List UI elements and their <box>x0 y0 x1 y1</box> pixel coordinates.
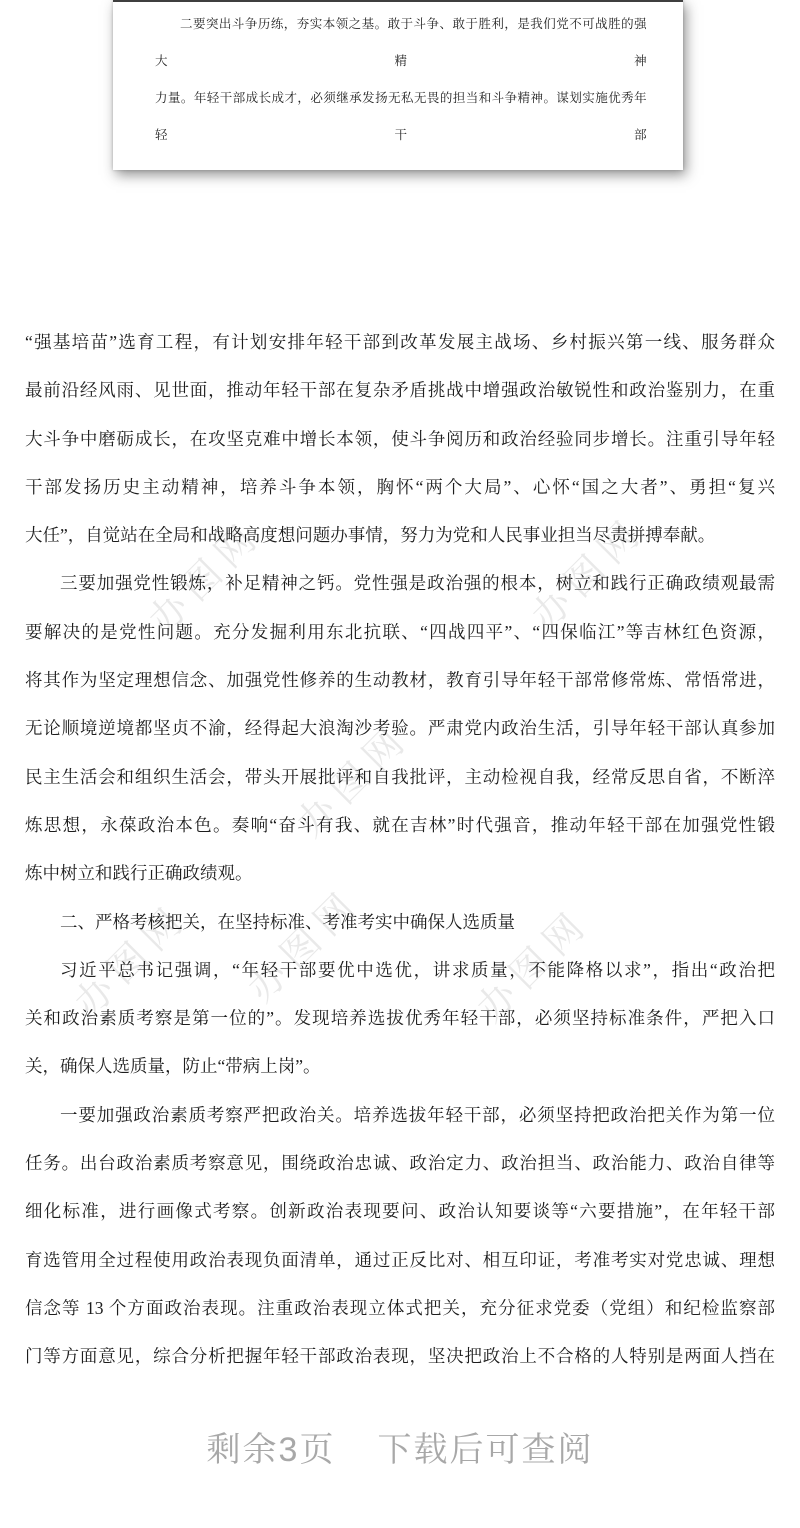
document-text-line: 干部发扬历史主动精神，培养斗争本领，胸怀“两个大局”、心怀“国之大者”、勇担“复兴 <box>25 476 775 497</box>
document-text-line: 要解决的是党性问题。充分发掘利用东北抗联、“四战四平”、“四保临江”等吉林红色资源， <box>25 621 775 642</box>
document-text-line: 三要加强党性锻炼，补足精神之钙。党性强是政治强的根本，树立和践行正确政绩观最需 <box>60 573 775 594</box>
document-text-line: 民主生活会和组织生活会，带头开展批评和自我批评，主动检视自我，经常反思自省，不断淬 <box>25 766 775 787</box>
document-text-line: 门等方面意见，综合分析把握年轻干部政治表现，坚决把政治上不合格的人特别是两面人挡在 <box>25 1346 775 1367</box>
watermark-text: 办图网 <box>140 512 271 643</box>
previous-page-line: 力量。年轻干部成长成才，必须继承发扬无私无畏的担当和斗争精神。谋划实施优秀年轻干部 <box>155 91 647 142</box>
watermark-text: 办图网 <box>523 508 654 639</box>
document-heading-line: 二、严格考核把关，在坚持标准、考准考实中确保人选质量 <box>60 911 515 932</box>
pages-remaining-label: 剩余3页 <box>206 1431 336 1469</box>
document-text-line: 信念等 13 个方面政治表现。注重政治表现立体式把关，充分征求党委（党组）和纪检监察部 <box>25 1297 775 1318</box>
document-text-line: 细化标准，进行画像式考察。创新政治表现要问、政治认知要谈等“六要措施”，在年轻干部 <box>25 1201 775 1222</box>
pages-remaining-banner <box>0 1422 800 1471</box>
watermark-text: 办图网 <box>66 895 197 1026</box>
document-text-line: 习近平总书记强调，“年轻干部要优中选优，讲求质量，不能降格以求”，指出“政治把 <box>60 959 775 980</box>
document-text-line: 育选管用全过程使用政治表现负面清单，通过正反比对、相互印证，考准考实对党忠诚、理想 <box>25 1249 775 1270</box>
document-text-line: 大任”，自觉站在全局和战略高度想问题办事情，努力为党和人民事业担当尽责拼搏奉献。 <box>25 525 716 546</box>
document-text-line: 无论顺境逆境都坚贞不渝，经得起大浪淘沙考验。严肃党内政治生活，引导年轻干部认真参加 <box>25 718 775 739</box>
download-hint-label: 下载后可查阅 <box>377 1431 594 1469</box>
watermark-text: 办图网 <box>468 900 599 1031</box>
watermark-text: 办图网 <box>288 715 419 846</box>
document-text-line: 炼中树立和践行正确政绩观。 <box>25 863 253 884</box>
document-text <box>25 318 775 1381</box>
document-text-line: 一要加强政治素质考察严把政治关。培养选拔年轻干部，必须坚持把政治把关作为第一位 <box>60 1104 775 1125</box>
document-text-line: 任务。出台政治素质考察意见，围绕政治忠诚、政治定力、政治担当、政治能力、政治自律等 <box>25 1153 775 1174</box>
previous-page-line: 二要突出斗争历练，夯实本领之基。敢于斗争、敢于胜利，是我们党不可战胜的强大精神 <box>155 17 647 68</box>
document-text-line: 炼思想，永葆政治本色。奏响“奋斗有我、就在吉林”时代强音，推动年轻干部在加强党性锻 <box>25 814 775 835</box>
document-text-line: 关，确保人选质量，防止“带病上岗”。 <box>25 1056 321 1077</box>
document-text-line: “强基培苗”选育工程，有计划安排年轻干部到改革发展主战场、乡村振兴第一线、服务群众 <box>25 332 775 352</box>
document-text-line: 关和政治素质考察是第一位的”。发现培养选拔优秀年轻干部，必须坚持标准条件，严把入口 <box>25 1008 775 1029</box>
document-text-line: 最前沿经风雨、见世面，推动年轻干部在复杂矛盾挑战中增强政治敏锐性和政治鉴别力，在重 <box>25 380 775 401</box>
document-text-line: 将其作为坚定理想信念、加强党性修养的生动教材，教育引导年轻干部常修常炼、常悟常进， <box>25 670 775 691</box>
document-text-line: 大斗争中磨砺成长，在攻坚克难中增长本领，使斗争阅历和政治经验同步增长。注重引导年轻 <box>25 428 775 449</box>
watermark-text: 办图网 <box>239 880 370 1011</box>
